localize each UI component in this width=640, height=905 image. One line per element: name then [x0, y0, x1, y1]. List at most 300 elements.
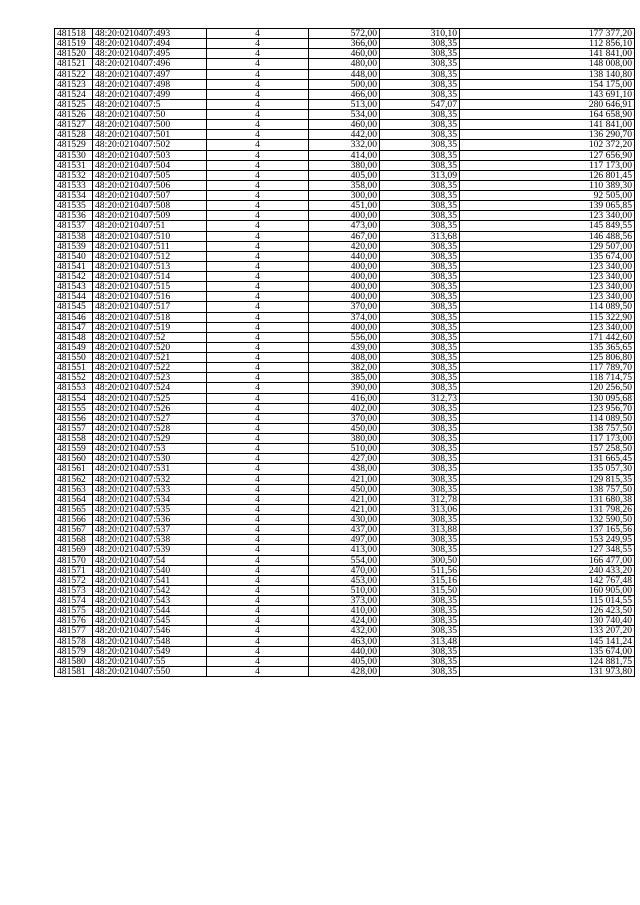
unit-value-cell: 308,35 [380, 656, 460, 666]
row-number-cell: 481548 [55, 332, 93, 342]
table-row [55, 535, 635, 545]
group-cell: 4 [207, 474, 309, 484]
cadastral-number-cell: 48:20:0210407:534 [93, 494, 207, 504]
group-cell: 4 [207, 515, 309, 525]
cadastral-value-cell: 123 340,00 [460, 322, 635, 332]
group-cell: 4 [207, 494, 309, 504]
table-row [55, 565, 635, 575]
table-row [55, 606, 635, 616]
area-cell: 373,00 [309, 596, 380, 606]
cadastral-number-cell: 48:20:0210407:531 [93, 464, 207, 474]
table-row [55, 403, 635, 413]
cadastral-value-cell: 123 340,00 [460, 211, 635, 221]
area-cell: 400,00 [309, 292, 380, 302]
area-cell: 500,00 [309, 79, 380, 89]
group-cell: 4 [207, 231, 309, 241]
cadastral-value-cell: 129 815,35 [460, 474, 635, 484]
cadastral-value-cell: 132 590,50 [460, 515, 635, 525]
cadastral-value-cell: 145 849,55 [460, 221, 635, 231]
unit-value-cell: 308,35 [380, 180, 460, 190]
row-number-cell: 481544 [55, 292, 93, 302]
cadastral-value-cell: 130 095,68 [460, 393, 635, 403]
group-cell: 4 [207, 221, 309, 231]
table-row [55, 120, 635, 130]
cadastral-value-cell: 126 801,45 [460, 170, 635, 180]
row-number-cell: 481568 [55, 535, 93, 545]
area-cell: 440,00 [309, 646, 380, 656]
table-row [55, 444, 635, 454]
area-cell: 554,00 [309, 555, 380, 565]
cadastral-value-cell: 135 365,65 [460, 342, 635, 352]
row-number-cell: 481579 [55, 646, 93, 656]
cadastral-number-cell: 48:20:0210407:541 [93, 575, 207, 585]
cadastral-value-cell: 157 258,50 [460, 444, 635, 454]
cadastral-number-cell: 48:20:0210407:5 [93, 99, 207, 109]
cadastral-number-cell: 48:20:0210407:510 [93, 231, 207, 241]
table-row [55, 626, 635, 636]
row-number-cell: 481543 [55, 282, 93, 292]
table-row [55, 49, 635, 59]
group-cell: 4 [207, 120, 309, 130]
row-number-cell: 481574 [55, 596, 93, 606]
unit-value-cell: 308,35 [380, 241, 460, 251]
area-cell: 400,00 [309, 272, 380, 282]
area-cell: 510,00 [309, 444, 380, 454]
area-cell: 440,00 [309, 251, 380, 261]
table-row [55, 342, 635, 352]
table-row [55, 99, 635, 109]
cadastral-number-cell: 48:20:0210407:495 [93, 49, 207, 59]
area-cell: 400,00 [309, 282, 380, 292]
table-row [55, 464, 635, 474]
area-cell: 414,00 [309, 150, 380, 160]
cadastral-value-cell: 146 488,56 [460, 231, 635, 241]
cadastral-number-cell: 48:20:0210407:518 [93, 312, 207, 322]
unit-value-cell: 308,35 [380, 434, 460, 444]
group-cell: 4 [207, 575, 309, 585]
area-cell: 513,00 [309, 99, 380, 109]
cadastral-number-cell: 48:20:0210407:550 [93, 666, 207, 676]
cadastral-number-cell: 48:20:0210407:497 [93, 69, 207, 79]
table-row [55, 413, 635, 423]
group-cell: 4 [207, 403, 309, 413]
area-cell: 380,00 [309, 160, 380, 170]
row-number-cell: 481530 [55, 150, 93, 160]
cadastral-value-cell: 127 656,90 [460, 150, 635, 160]
cadastral-value-cell: 141 841,00 [460, 120, 635, 130]
cadastral-value-cell: 164 658,90 [460, 110, 635, 120]
group-cell: 4 [207, 170, 309, 180]
cadastral-number-cell: 48:20:0210407:521 [93, 353, 207, 363]
cadastral-number-cell: 48:20:0210407:520 [93, 342, 207, 352]
row-number-cell: 481553 [55, 383, 93, 393]
table-row [55, 160, 635, 170]
row-number-cell: 481551 [55, 363, 93, 373]
area-cell: 382,00 [309, 363, 380, 373]
cadastral-number-cell: 48:20:0210407:507 [93, 191, 207, 201]
table-body [55, 29, 635, 677]
row-number-cell: 481532 [55, 170, 93, 180]
row-number-cell: 481577 [55, 626, 93, 636]
unit-value-cell: 308,35 [380, 160, 460, 170]
group-cell: 4 [207, 39, 309, 49]
unit-value-cell: 308,35 [380, 646, 460, 656]
unit-value-cell: 308,35 [380, 49, 460, 59]
row-number-cell: 481537 [55, 221, 93, 231]
area-cell: 374,00 [309, 312, 380, 322]
area-cell: 410,00 [309, 606, 380, 616]
unit-value-cell: 308,35 [380, 261, 460, 271]
group-cell: 4 [207, 383, 309, 393]
table-row [55, 423, 635, 433]
row-number-cell: 481576 [55, 616, 93, 626]
area-cell: 421,00 [309, 474, 380, 484]
group-cell: 4 [207, 69, 309, 79]
unit-value-cell: 308,35 [380, 39, 460, 49]
group-cell: 4 [207, 606, 309, 616]
cadastral-number-cell: 48:20:0210407:494 [93, 39, 207, 49]
cadastral-value-cell: 138 757,50 [460, 423, 635, 433]
row-number-cell: 481522 [55, 69, 93, 79]
group-cell: 4 [207, 504, 309, 514]
cadastral-number-cell: 48:20:0210407:501 [93, 130, 207, 140]
cadastral-value-cell: 131 680,38 [460, 494, 635, 504]
cadastral-value-cell: 131 973,80 [460, 666, 635, 676]
cadastral-value-cell: 127 348,55 [460, 545, 635, 555]
group-cell: 4 [207, 110, 309, 120]
row-number-cell: 481580 [55, 656, 93, 666]
table-row [55, 636, 635, 646]
cadastral-value-cell: 117 789,70 [460, 363, 635, 373]
group-cell: 4 [207, 160, 309, 170]
cadastral-value-cell: 145 141,24 [460, 636, 635, 646]
cadastral-number-cell: 48:20:0210407:546 [93, 626, 207, 636]
group-cell: 4 [207, 423, 309, 433]
row-number-cell: 481535 [55, 201, 93, 211]
group-cell: 4 [207, 302, 309, 312]
row-number-cell: 481555 [55, 403, 93, 413]
unit-value-cell: 308,35 [380, 251, 460, 261]
cadastral-value-cell: 131 798,26 [460, 504, 635, 514]
group-cell: 4 [207, 626, 309, 636]
cadastral-value-cell: 117 173,00 [460, 160, 635, 170]
unit-value-cell: 308,35 [380, 484, 460, 494]
area-cell: 466,00 [309, 89, 380, 99]
table-row [55, 596, 635, 606]
area-cell: 473,00 [309, 221, 380, 231]
row-number-cell: 481565 [55, 504, 93, 514]
unit-value-cell: 308,35 [380, 201, 460, 211]
area-cell: 390,00 [309, 383, 380, 393]
cadastral-number-cell: 48:20:0210407:514 [93, 272, 207, 282]
group-cell: 4 [207, 545, 309, 555]
group-cell: 4 [207, 636, 309, 646]
row-number-cell: 481539 [55, 241, 93, 251]
cadastral-value-cell: 123 340,00 [460, 272, 635, 282]
area-cell: 467,00 [309, 231, 380, 241]
area-cell: 450,00 [309, 423, 380, 433]
table-row [55, 474, 635, 484]
group-cell: 4 [207, 261, 309, 271]
cadastral-number-cell: 48:20:0210407:52 [93, 332, 207, 342]
area-cell: 370,00 [309, 413, 380, 423]
cadastral-number-cell: 48:20:0210407:523 [93, 373, 207, 383]
row-number-cell: 481526 [55, 110, 93, 120]
table-row [55, 140, 635, 150]
table-row [55, 292, 635, 302]
cadastral-number-cell: 48:20:0210407:54 [93, 555, 207, 565]
cadastral-number-cell: 48:20:0210407:512 [93, 251, 207, 261]
table-row [55, 646, 635, 656]
row-number-cell: 481557 [55, 423, 93, 433]
table-row [55, 555, 635, 565]
cadastral-value-cell: 138 140,80 [460, 69, 635, 79]
unit-value-cell: 308,35 [380, 464, 460, 474]
group-cell: 4 [207, 272, 309, 282]
row-number-cell: 481556 [55, 413, 93, 423]
row-number-cell: 481545 [55, 302, 93, 312]
area-cell: 421,00 [309, 494, 380, 504]
cadastral-value-cell: 115 322,90 [460, 312, 635, 322]
unit-value-cell: 308,35 [380, 69, 460, 79]
cadastral-value-cell: 135 674,00 [460, 646, 635, 656]
row-number-cell: 481549 [55, 342, 93, 352]
unit-value-cell: 308,35 [380, 383, 460, 393]
unit-value-cell: 308,35 [380, 79, 460, 89]
cadastral-value-cell: 143 691,10 [460, 89, 635, 99]
unit-value-cell: 308,35 [380, 292, 460, 302]
row-number-cell: 481569 [55, 545, 93, 555]
row-number-cell: 481538 [55, 231, 93, 241]
cadastral-number-cell: 48:20:0210407:516 [93, 292, 207, 302]
unit-value-cell: 308,35 [380, 403, 460, 413]
area-cell: 366,00 [309, 39, 380, 49]
cadastral-value-cell: 142 767,48 [460, 575, 635, 585]
group-cell: 4 [207, 89, 309, 99]
row-number-cell: 481534 [55, 191, 93, 201]
table-row [55, 59, 635, 69]
cadastral-number-cell: 48:20:0210407:539 [93, 545, 207, 555]
row-number-cell: 481528 [55, 130, 93, 140]
area-cell: 427,00 [309, 454, 380, 464]
cadastral-value-cell: 148 008,00 [460, 59, 635, 69]
unit-value-cell: 308,35 [380, 363, 460, 373]
group-cell: 4 [207, 565, 309, 575]
area-cell: 460,00 [309, 49, 380, 59]
area-cell: 442,00 [309, 130, 380, 140]
table-row [55, 454, 635, 464]
cadastral-value-cell: 117 173,00 [460, 434, 635, 444]
cadastral-number-cell: 48:20:0210407:528 [93, 423, 207, 433]
table-row [55, 79, 635, 89]
unit-value-cell: 308,35 [380, 332, 460, 342]
cadastral-number-cell: 48:20:0210407:513 [93, 261, 207, 271]
cadastral-number-cell: 48:20:0210407:515 [93, 282, 207, 292]
unit-value-cell: 315,50 [380, 585, 460, 595]
cadastral-number-cell: 48:20:0210407:505 [93, 170, 207, 180]
area-cell: 400,00 [309, 322, 380, 332]
area-cell: 428,00 [309, 666, 380, 676]
group-cell: 4 [207, 292, 309, 302]
row-number-cell: 481529 [55, 140, 93, 150]
unit-value-cell: 308,35 [380, 150, 460, 160]
table-row [55, 191, 635, 201]
area-cell: 556,00 [309, 332, 380, 342]
cadastral-value-cell: 102 372,20 [460, 140, 635, 150]
group-cell: 4 [207, 150, 309, 160]
cadastral-number-cell: 48:20:0210407:498 [93, 79, 207, 89]
unit-value-cell: 313,09 [380, 170, 460, 180]
cadastral-value-cell: 160 905,00 [460, 585, 635, 595]
cadastral-number-cell: 48:20:0210407:548 [93, 636, 207, 646]
row-number-cell: 481566 [55, 515, 93, 525]
cadastral-value-cell: 125 806,80 [460, 353, 635, 363]
area-cell: 451,00 [309, 201, 380, 211]
table-row [55, 373, 635, 383]
cadastral-number-cell: 48:20:0210407:500 [93, 120, 207, 130]
area-cell: 421,00 [309, 504, 380, 514]
unit-value-cell: 313,88 [380, 525, 460, 535]
group-cell: 4 [207, 393, 309, 403]
unit-value-cell: 308,35 [380, 373, 460, 383]
cadastral-number-cell: 48:20:0210407:50 [93, 110, 207, 120]
group-cell: 4 [207, 49, 309, 59]
row-number-cell: 481541 [55, 261, 93, 271]
group-cell: 4 [207, 130, 309, 140]
area-cell: 402,00 [309, 403, 380, 413]
unit-value-cell: 300,50 [380, 555, 460, 565]
row-number-cell: 481520 [55, 49, 93, 59]
group-cell: 4 [207, 251, 309, 261]
table-row [55, 322, 635, 332]
area-cell: 453,00 [309, 575, 380, 585]
unit-value-cell: 308,35 [380, 666, 460, 676]
unit-value-cell: 308,35 [380, 423, 460, 433]
group-cell: 4 [207, 79, 309, 89]
cadastral-value-cell: 137 165,56 [460, 525, 635, 535]
cadastral-value-cell: 114 089,50 [460, 302, 635, 312]
area-cell: 430,00 [309, 515, 380, 525]
cadastral-number-cell: 48:20:0210407:493 [93, 29, 207, 39]
unit-value-cell: 308,35 [380, 221, 460, 231]
row-number-cell: 481567 [55, 525, 93, 535]
cadastral-number-cell: 48:20:0210407:508 [93, 201, 207, 211]
area-cell: 460,00 [309, 120, 380, 130]
cadastral-value-cell: 130 740,40 [460, 616, 635, 626]
cadastral-number-cell: 48:20:0210407:524 [93, 383, 207, 393]
cadastral-value-cell: 129 507,00 [460, 241, 635, 251]
group-cell: 4 [207, 353, 309, 363]
row-number-cell: 481571 [55, 565, 93, 575]
row-number-cell: 481518 [55, 29, 93, 39]
area-cell: 405,00 [309, 656, 380, 666]
unit-value-cell: 308,35 [380, 120, 460, 130]
row-number-cell: 481533 [55, 180, 93, 190]
cadastral-number-cell: 48:20:0210407:496 [93, 59, 207, 69]
group-cell: 4 [207, 373, 309, 383]
cadastral-value-cell: 166 477,00 [460, 555, 635, 565]
table-row [55, 504, 635, 514]
cadastral-number-cell: 48:20:0210407:538 [93, 535, 207, 545]
area-cell: 510,00 [309, 585, 380, 595]
cadastral-value-cell: 112 856,10 [460, 39, 635, 49]
table-row [55, 525, 635, 535]
table-row [55, 434, 635, 444]
group-cell: 4 [207, 666, 309, 676]
cadastral-value-cell: 280 646,91 [460, 99, 635, 109]
cadastral-number-cell: 48:20:0210407:509 [93, 211, 207, 221]
unit-value-cell: 308,35 [380, 596, 460, 606]
table-row [55, 221, 635, 231]
area-cell: 572,00 [309, 29, 380, 39]
cadastral-number-cell: 48:20:0210407:519 [93, 322, 207, 332]
row-number-cell: 481524 [55, 89, 93, 99]
row-number-cell: 481562 [55, 474, 93, 484]
cadastral-number-cell: 48:20:0210407:533 [93, 484, 207, 494]
cadastral-value-cell: 115 014,55 [460, 596, 635, 606]
cadastral-number-cell: 48:20:0210407:549 [93, 646, 207, 656]
area-cell: 332,00 [309, 140, 380, 150]
area-cell: 380,00 [309, 434, 380, 444]
cadastral-value-cell: 240 433,20 [460, 565, 635, 575]
cadastral-number-cell: 48:20:0210407:51 [93, 221, 207, 231]
unit-value-cell: 308,35 [380, 454, 460, 464]
unit-value-cell: 308,35 [380, 211, 460, 221]
cadastral-number-cell: 48:20:0210407:543 [93, 596, 207, 606]
table-row [55, 383, 635, 393]
area-cell: 424,00 [309, 616, 380, 626]
row-number-cell: 481578 [55, 636, 93, 646]
cadastral-value-cell: 141 841,00 [460, 49, 635, 59]
group-cell: 4 [207, 322, 309, 332]
group-cell: 4 [207, 191, 309, 201]
area-cell: 534,00 [309, 110, 380, 120]
row-number-cell: 481554 [55, 393, 93, 403]
row-number-cell: 481552 [55, 373, 93, 383]
row-number-cell: 481558 [55, 434, 93, 444]
unit-value-cell: 308,35 [380, 110, 460, 120]
group-cell: 4 [207, 99, 309, 109]
area-cell: 437,00 [309, 525, 380, 535]
area-cell: 463,00 [309, 636, 380, 646]
row-number-cell: 481559 [55, 444, 93, 454]
unit-value-cell: 308,35 [380, 282, 460, 292]
area-cell: 448,00 [309, 69, 380, 79]
cadastral-number-cell: 48:20:0210407:536 [93, 515, 207, 525]
table-row [55, 585, 635, 595]
unit-value-cell: 312,78 [380, 494, 460, 504]
area-cell: 385,00 [309, 373, 380, 383]
unit-value-cell: 547,07 [380, 99, 460, 109]
unit-value-cell: 308,35 [380, 140, 460, 150]
group-cell: 4 [207, 211, 309, 221]
group-cell: 4 [207, 555, 309, 565]
unit-value-cell: 308,35 [380, 545, 460, 555]
cadastral-number-cell: 48:20:0210407:530 [93, 454, 207, 464]
unit-value-cell: 308,35 [380, 606, 460, 616]
cadastral-value-cell: 123 340,00 [460, 282, 635, 292]
cadastral-number-cell: 48:20:0210407:506 [93, 180, 207, 190]
table-row [55, 110, 635, 120]
table-row [55, 616, 635, 626]
cadastral-value-cell: 114 089,50 [460, 413, 635, 423]
table-row [55, 656, 635, 666]
group-cell: 4 [207, 484, 309, 494]
table-row [55, 393, 635, 403]
unit-value-cell: 308,35 [380, 444, 460, 454]
cadastral-number-cell: 48:20:0210407:525 [93, 393, 207, 403]
table-row [55, 484, 635, 494]
